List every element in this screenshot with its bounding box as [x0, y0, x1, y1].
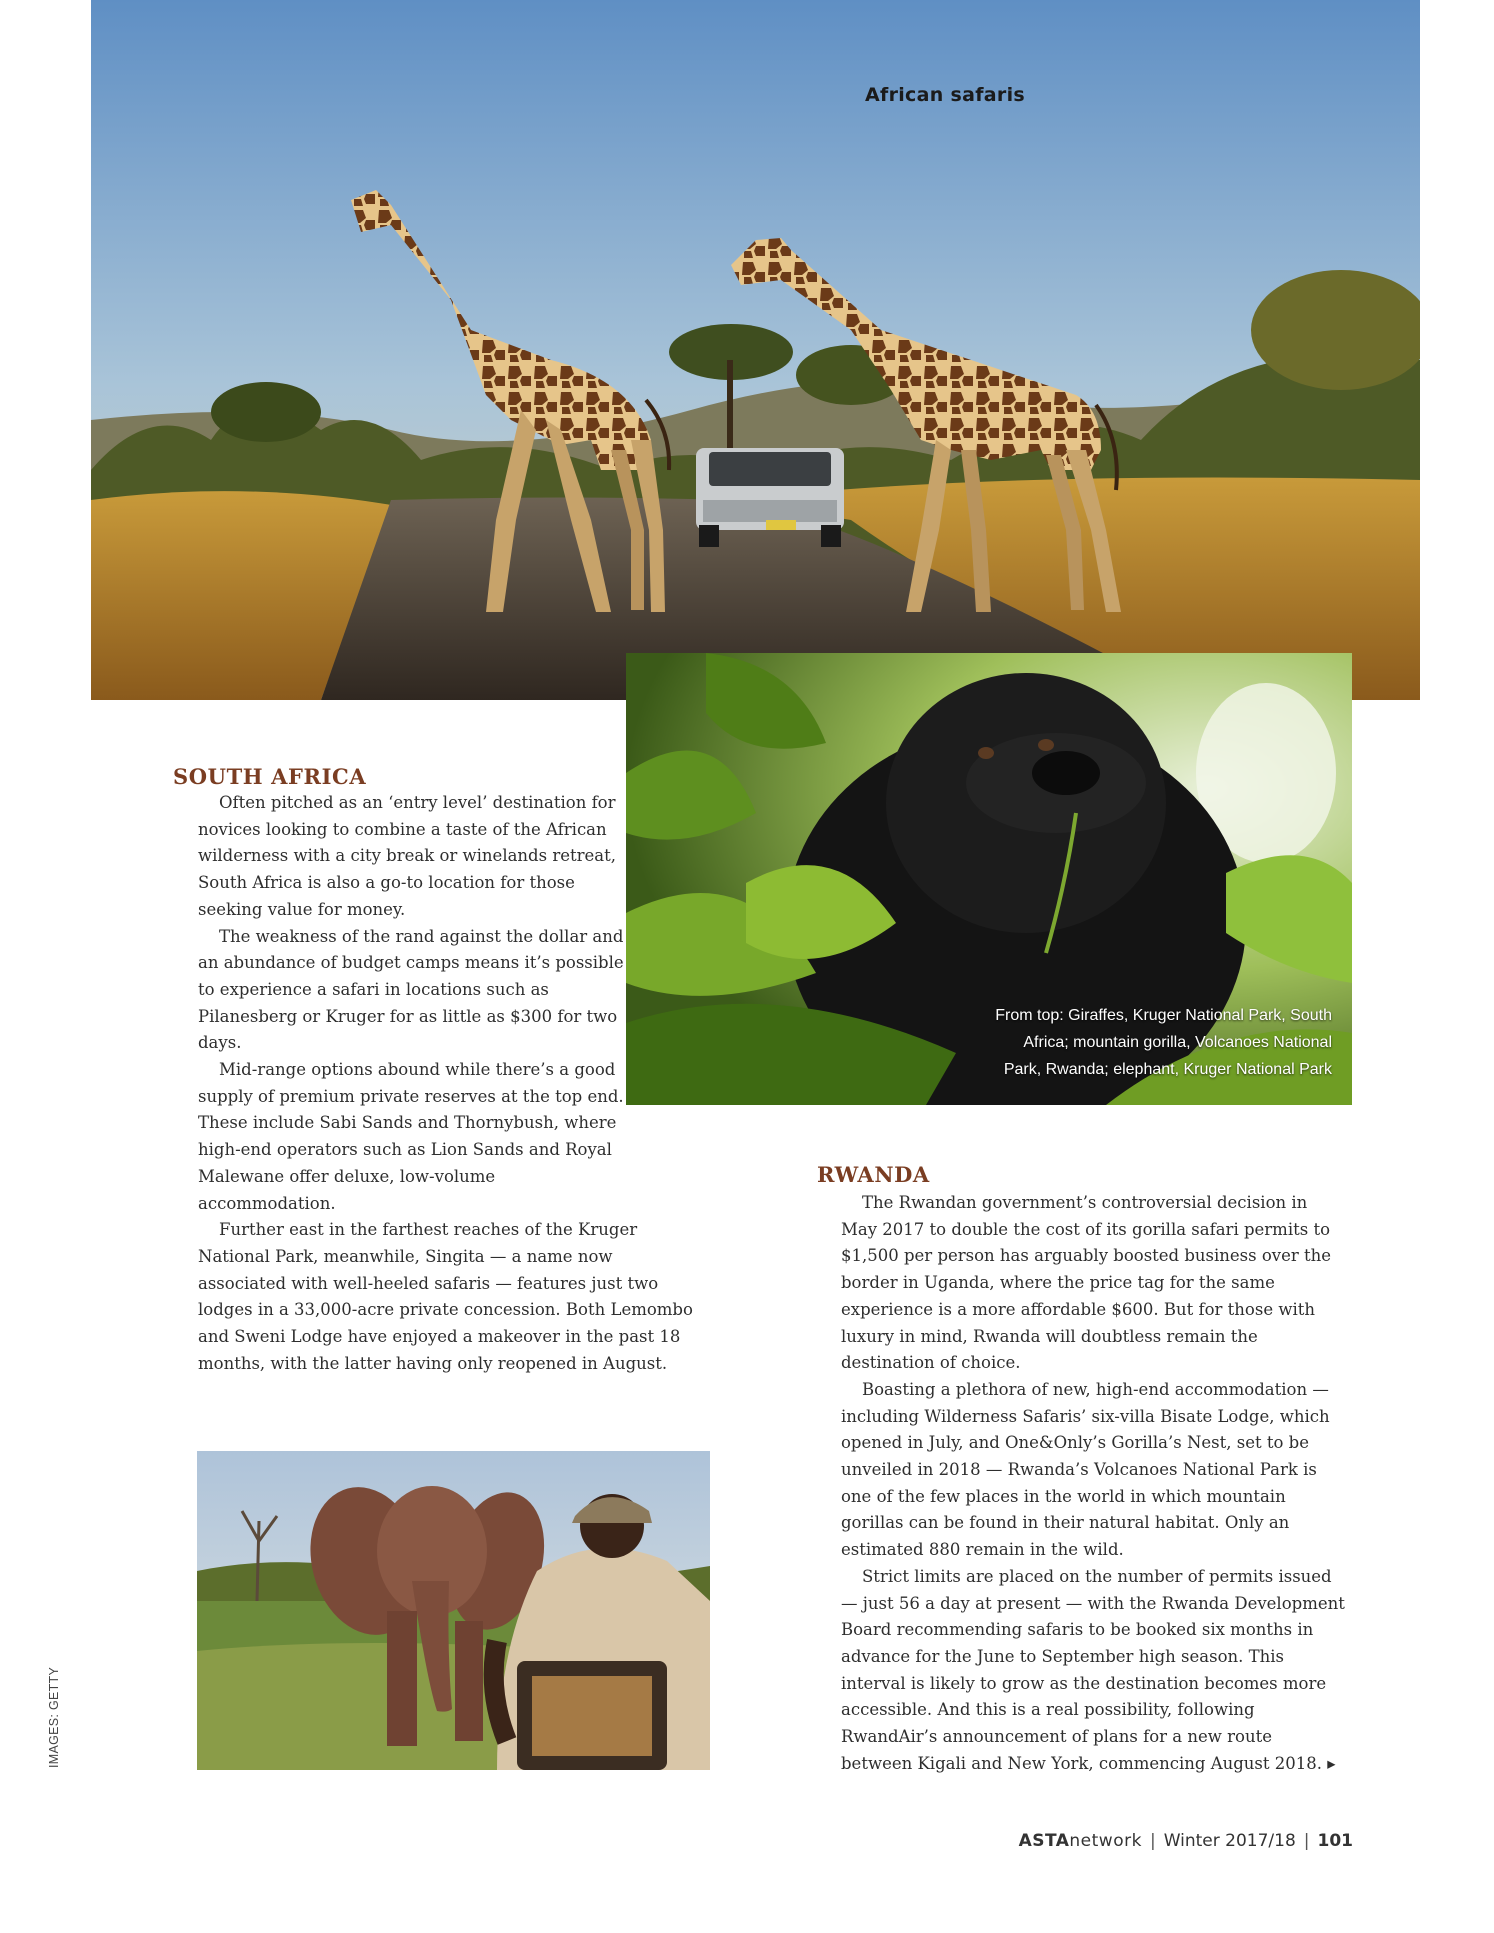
- brand-bold: ASTA: [1018, 1831, 1070, 1851]
- south-africa-body: [198, 790, 693, 1377]
- footer-separator: |: [1149, 1831, 1156, 1851]
- photo-caption: From top: Giraffes, Kruger National Park, South Africa; mountain gorilla, Volcanoes National Park, Rwanda; elephant, Kruger National Park: [995, 1007, 1332, 1078]
- paragraph: Strict limits are placed on the number of permits issued — just 56 a day at present — with the Rwanda Development Board recommending safaris to be booked six months in advance for the June to September high season. This interval is likely to grow as the destination becomes more accessible. And this is a real possibility, following RwandAir’s announcement of plans for a new route between Kigali and New York, commencing August 2018. ▸: [841, 1566, 1345, 1773]
- elephant-illustration: [197, 1451, 710, 1770]
- giraffes-photo: [91, 0, 1420, 700]
- south-africa-section: [173, 764, 693, 1377]
- giraffes-illustration: [91, 0, 1420, 700]
- gorilla-photo: [626, 653, 1352, 1105]
- footer-separator: |: [1303, 1831, 1310, 1851]
- paragraph: Mid-range options abound while there’s a good supply of premium private reserves at the top end. These include Sabi Sands and Thornybush, where high-end operators such as Lion Sands and Royal Malewane offer deluxe, low-volume accommodation.: [198, 1060, 624, 1213]
- south-africa-heading: SOUTH AFRICA: [173, 764, 367, 789]
- section-tag: African safaris: [865, 84, 1025, 106]
- brand-rest: network: [1069, 1831, 1142, 1851]
- rwanda-heading: RWANDA: [817, 1162, 930, 1187]
- paragraph: Further east in the farthest reaches of the Kruger National Park, meanwhile, Singita — a name now associated with well-heeled safaris — features just two lodges in a 33,000-acre private concession. Both Lemombo and Sweni Lodge have enjoyed a makeover in the past 18 months, with the latter having only reopened in August.: [198, 1220, 693, 1373]
- page-number: 101: [1317, 1831, 1353, 1851]
- image-credit: IMAGES: GETTY: [47, 1666, 61, 1768]
- elephant-photo: [197, 1451, 710, 1770]
- page-footer: [1019, 1831, 1353, 1851]
- paragraph: Often pitched as an ‘entry level’ destination for novices looking to combine a taste of the African wilderness with a city break or winelands retreat, South Africa is also a go-to location for those seeking value for money.: [198, 793, 616, 919]
- rwanda-section: [817, 1162, 1347, 1777]
- paragraph: The Rwandan government’s controversial decision in May 2017 to double the cost of its gorilla safari permits to $1,500 per person has arguably boosted business over the border in Uganda, where the price tag for the same experience is a more affordable $600. But for those with luxury in mind, Rwanda will doubtless remain the destination of choice.: [841, 1193, 1332, 1373]
- footer-brand: [1019, 1831, 1142, 1851]
- paragraph: The weakness of the rand against the dollar and an abundance of budget camps means it’s possible to experience a safari in locations such as Pilanesberg or Kruger for as little as $300 for two days.: [198, 926, 624, 1053]
- paragraph: Boasting a plethora of new, high-end accommodation — including Wilderness Safaris’ six-villa Bisate Lodge, which opened in July, and One&Only’s Gorilla’s Nest, set to be unveiled in 2018 — Rwanda’s Volcanoes National Park is one of the few places in the world in which mountain gorillas can be found in their natural habitat. Only an estimated 880 remain in the wild.: [841, 1379, 1330, 1560]
- footer-issue: Winter 2017/18: [1163, 1831, 1296, 1851]
- rwanda-body: [841, 1190, 1347, 1777]
